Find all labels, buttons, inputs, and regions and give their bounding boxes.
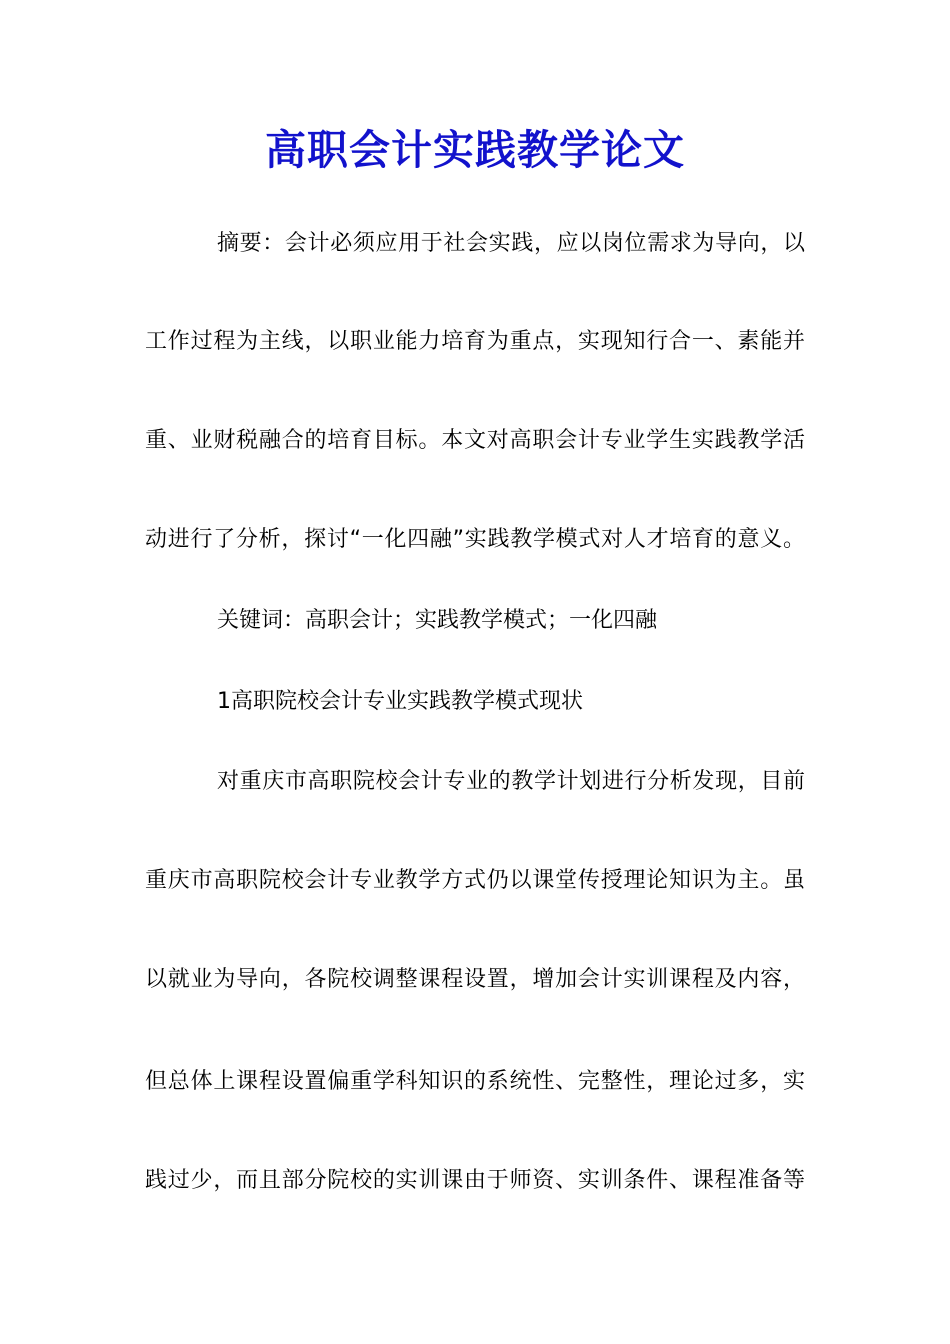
section-heading: 1高职院校会计专业实践教学模式现状 <box>217 689 583 714</box>
document-title: 高职会计实践教学论文 <box>265 126 685 174</box>
body-line-1: 对重庆市高职院校会计专业的教学计划进行分析发现，目前 <box>217 769 805 794</box>
abstract-line-1: 摘要：会计必须应用于社会实践，应以岗位需求为导向，以 <box>217 231 805 256</box>
keywords-line: 关键词：高职会计；实践教学模式；一化四融 <box>217 608 658 633</box>
abstract-line-2: 工作过程为主线，以职业能力培育为重点，实现知行合一、素能并 <box>145 329 805 354</box>
body-line-2: 重庆市高职院校会计专业教学方式仍以课堂传授理论知识为主。虽 <box>145 868 805 893</box>
abstract-line-3: 重、业财税融合的培育目标。本文对高职会计专业学生实践教学活 <box>145 428 805 453</box>
abstract-line-4: 动进行了分析，探讨“一化四融”实践教学模式对人才培育的意义。 <box>145 527 805 552</box>
body-line-4: 但总体上课程设置偏重学科知识的系统性、完整性，理论过多，实 <box>145 1069 805 1094</box>
body-line-3: 以就业为导向，各院校调整课程设置，增加会计实训课程及内容， <box>145 967 805 992</box>
body-line-5: 践过少，而且部分院校的实训课由于师资、实训条件、课程准备等 <box>145 1168 805 1193</box>
